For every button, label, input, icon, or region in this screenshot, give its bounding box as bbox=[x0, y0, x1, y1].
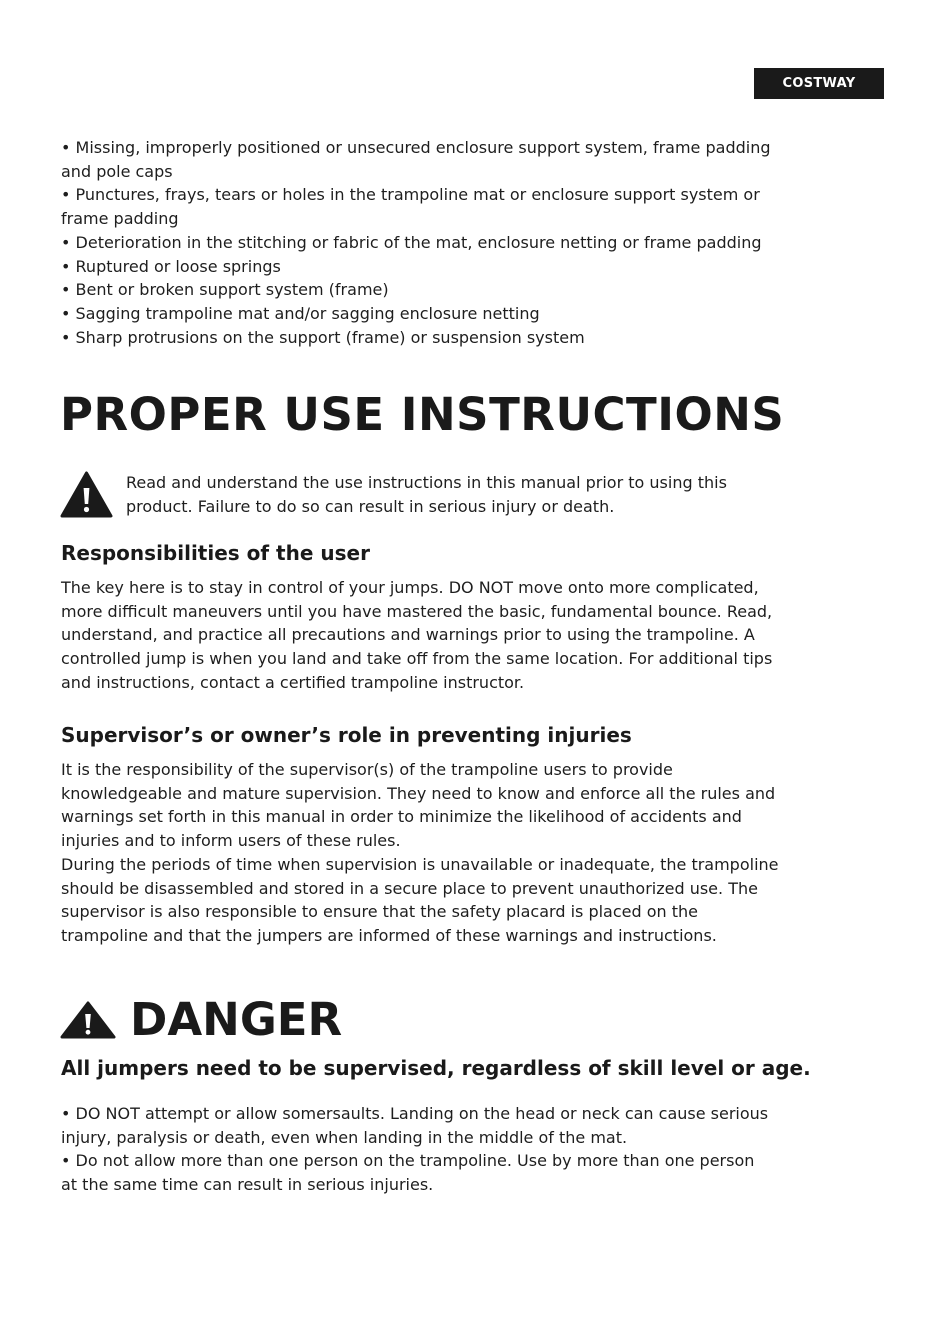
list-item: and pole caps bbox=[61, 161, 173, 181]
inspection-list bbox=[61, 136, 851, 349]
list-item: frame padding bbox=[61, 209, 179, 229]
paragraph-line: and instructions, contact a certified trampoline instructor. bbox=[61, 672, 525, 692]
paragraph-line: supervisor is also responsible to ensure that the safety placard is placed on the bbox=[61, 902, 698, 922]
list-item: • DO NOT attempt or allow somersaults. Landing on the head or neck can cause serious bbox=[61, 1104, 769, 1123]
paragraph-line: injuries and to inform users of these rules. bbox=[61, 831, 401, 851]
page-title: PROPER USE INSTRUCTIONS bbox=[60, 388, 785, 441]
danger-triangle-icon bbox=[60, 1001, 116, 1039]
paragraph-line: more difficult maneuvers until you have mastered the basic, fundamental bounce. Read, bbox=[61, 601, 773, 621]
list-item: • Missing, improperly positioned or unsecured enclosure support system, frame padding bbox=[61, 138, 771, 157]
paragraph-line: During the periods of time when supervision is unavailable or inadequate, the trampoline bbox=[61, 854, 779, 874]
responsibilities-heading: Responsibilities of the user bbox=[61, 541, 370, 565]
list-item: • Do not allow more than one person on the trampoline. Use by more than one person bbox=[61, 1151, 755, 1171]
responsibilities-body bbox=[61, 576, 861, 695]
list-item: • Sagging trampoline mat and/or sagging enclosure netting bbox=[61, 303, 540, 323]
paragraph-line: It is the responsibility of the supervisor(s) of the trampoline users to provide bbox=[61, 760, 673, 779]
danger-list bbox=[61, 1102, 861, 1197]
danger-title: DANGER bbox=[130, 993, 343, 1046]
list-item: injury, paralysis or death, even when landing in the middle of the mat. bbox=[61, 1127, 628, 1147]
warning-triangle-icon bbox=[60, 471, 113, 518]
warning-line: product. Failure to do so can result in serious injury or death. bbox=[126, 496, 615, 516]
warning-message bbox=[126, 471, 826, 518]
supervisor-body bbox=[61, 758, 861, 948]
list-item: • Ruptured or loose springs bbox=[61, 256, 281, 276]
paragraph-line: should be disassembled and stored in a secure place to prevent unauthorized use. The bbox=[61, 878, 758, 898]
list-item: • Punctures, frays, tears or holes in the trampoline mat or enclosure support system or bbox=[61, 185, 760, 205]
list-item: at the same time can result in serious injuries. bbox=[61, 1175, 434, 1195]
list-item: • Deterioration in the stitching or fabric of the mat, enclosure netting or frame padding bbox=[61, 232, 762, 252]
paragraph-line: understand, and practice all precautions and warnings prior to using the trampoline. A bbox=[61, 625, 755, 645]
brand-badge: COSTWAY bbox=[754, 68, 884, 99]
paragraph-line: warnings set forth in this manual in order to minimize the likelihood of accidents and bbox=[61, 807, 742, 827]
paragraph-line: trampoline and that the jumpers are informed of these warnings and instructions. bbox=[61, 925, 717, 945]
warning-line: Read and understand the use instructions in this manual prior to using this bbox=[126, 473, 727, 492]
danger-subtitle: All jumpers need to be supervised, regardless of skill level or age. bbox=[61, 1056, 811, 1080]
paragraph-line: controlled jump is when you land and take off from the same location. For additional tips bbox=[61, 649, 773, 669]
paragraph-line: knowledgeable and mature supervision. They need to know and enforce all the rules and bbox=[61, 783, 776, 803]
list-item: • Sharp protrusions on the support (frame) or suspension system bbox=[61, 327, 585, 347]
supervisor-heading: Supervisor’s or owner’s role in preventing injuries bbox=[61, 723, 632, 747]
paragraph-line: The key here is to stay in control of your jumps. DO NOT move onto more complicated, bbox=[61, 578, 759, 597]
list-item: • Bent or broken support system (frame) bbox=[61, 280, 389, 300]
